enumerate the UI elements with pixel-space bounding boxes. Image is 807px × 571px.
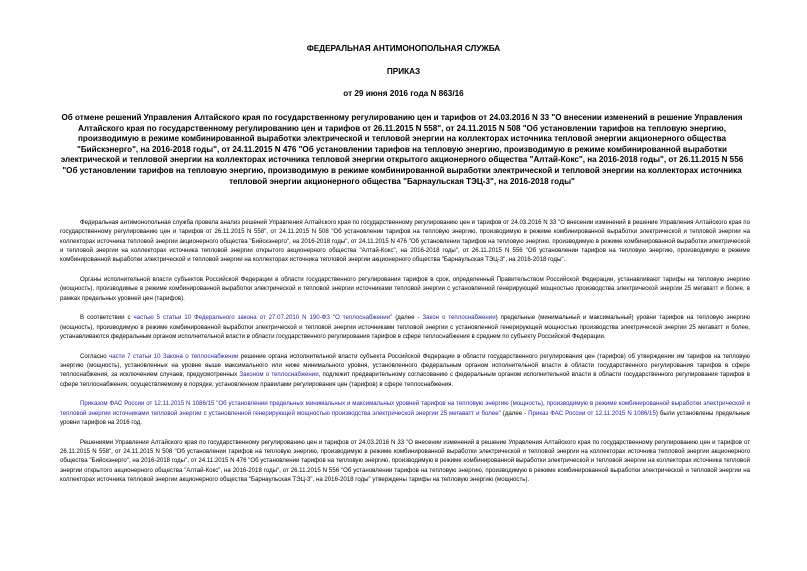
paragraph-text: (далее - bbox=[500, 409, 529, 417]
document-body bbox=[60, 218, 750, 495]
paragraph-text: решение органа исполнительной власти субъекта Российской Федерации в области государственного регулирования цен (тарифов) об утверждении им тарифов на тепловую энергию (мощность), установленных на уровне выше максимального или ниже минимального уровня, установленного федеральным органом исполнительной власти в области государственного регулирования тарифов в сфере теплоснабжения, за исключением случаев, предусмотренных bbox=[60, 352, 750, 379]
link-fas-order-short[interactable]: Приказ ФАС России от 12.11.2015 N 1086/15 bbox=[528, 409, 656, 417]
paragraph-federal-law bbox=[60, 313, 750, 341]
paragraph-analysis: Федеральная антимонопольная служба провела анализ решений Управления Алтайского края по государственному регулированию цен и тарифов от 24.03.2016 N 33 "О внесении изменений в решение Управления Алтайского края по государственному регулированию цен и тарифов от 26.11.2015 N 558", от 24.11.2015 N 508 "Об установлении тарифов на тепловую энергию, производимую в режиме комбинированной выработки электрической и тепловой энергии на коллекторах источника тепловой энергии акционерного общества "Бийскэнерго", на 2016-2018 годы", от 24.11.2015 N 476 "Об установлении тарифов на тепловую энергию, производимую в режиме комбинированной выработки электрической и тепловой энергии на коллекторах источника тепловой энергии открытого акционерного общества "Алтай-Кокс", на 2016-2018 годы", от 26.11.2015 N 556 "Об установлении тарифов на тепловую энергию, производимую в режиме комбинированной выработки электрической и тепловой энергии на коллекторах источника тепловой энергии акционерного общества "Барнаульская ТЭЦ-3", на 2016-2018 годы". bbox=[60, 219, 750, 264]
paragraph-text: ) были установлены предельные уровни тарифов на 2016 год. bbox=[60, 409, 750, 427]
paragraph-authorities: Органы исполнительной власти субъектов Российской Федерации в области государственного регулирования тарифов в срок, определенный Правительством Российской Федерации, устанавливают тарифы на тепловую энергию (мощность), производимые в режиме комбинированной выработки электрической и тепловой энергии источниками тепловой энергии с установленной генерирующей мощностью производства электрической энергии 25 мегаватт и более, в рамках предельных уровней цен (тарифов). bbox=[60, 275, 750, 302]
link-federal-law-190fz[interactable]: частью 5 статьи 10 Федерального закона от 27.07.2010 N 190-ФЗ "О теплоснабжении" bbox=[133, 314, 393, 322]
organization-heading: ФЕДЕРАЛЬНАЯ АНТИМОНОПОЛЬНАЯ СЛУЖБА bbox=[306, 44, 501, 53]
document-title: Об отмене решений Управления Алтайского края по государственному регулированию цен и тарифов от 24.03.2016 N 33 "О внесении изменений в решение Управления Алтайского края по государственному регулированию цен и тарифов от 26.11.2015 N 558", от 24.11.2015 N 508 "Об установлении тарифов на тепловую энергию, производимую в режиме комбинированной выработки электрической и тепловой энергии на коллекторах источника тепловой энергии акционерного общества "Бийскэнерго", на 2016-2018 годы", от 24.11.2015 N 476 "Об установлении тарифов на тепловую энергию, производимую в режиме комбинированной выработки электрической и тепловой энергии на коллекторах источника тепловой энергии открытого акционерного общества "Алтай-Кокс", на 2016-2018 годы", от 26.11.2015 N 556 "Об установлении тарифов на тепловую энергию, производимую в режиме комбинированной выработки электрической и тепловой энергии на коллекторах источника тепловой энергии акционерного общества "Барнаульская ТЭЦ-3", на 2016-2018 годы" bbox=[60, 113, 744, 186]
link-fas-order-1086-15[interactable]: Приказом ФАС России от 12.11.2015 N 1086/15 "Об установлении предельных минимальных и максимальных уровней тарифов на тепловую энергию (мощность), производимую в режиме комбинированной выработки электрической и тепловой энергии источниками тепловой энергии с установленной генерирующей мощностью производства электрической энергии 25 мегаватт и более" bbox=[60, 400, 750, 417]
document-type-heading: ПРИКАЗ bbox=[386, 67, 421, 76]
paragraph-text: Согласно bbox=[80, 352, 110, 360]
paragraph-approval-procedure bbox=[60, 352, 750, 389]
paragraph-text: (далее - bbox=[392, 314, 423, 322]
link-heat-supply-law-2[interactable]: Законом о теплоснабжении bbox=[239, 371, 319, 379]
paragraph-decisions: Решениями Управления Алтайского края по государственному регулированию цен и тарифов от 24.03.2016 N 33 "О внесении изменений в решение Управления Алтайского края по государственному регулированию цен и тарифов от 26.11.2015 N 558", от 24.11.2015 N 508 "Об установлении тарифов на тепловую энергию, производимую в режиме комбинированной выработки электрической и тепловой энергии на коллекторах источника тепловой энергии акционерного общества "Бийскэнерго", на 2016-2018 годы", от 24.11.2015 N 476 "Об установлении тарифов на тепловую энергию, производимую в режиме комбинированной выработки электрической и тепловой энергии на коллекторах источника тепловой энергии открытого акционерного общества "Алтай-Кокс", на 2016-2018 годы", от 26.11.2015 N 556 "Об установлении тарифов на тепловую энергию, производимую в режиме комбинированной выработки электрической и тепловой энергии на коллекторах источника тепловой энергии акционерного общества "Барнаульская ТЭЦ-3", на 2016-2018 годы" утверждены тарифы на тепловую энергию (мощность). bbox=[60, 438, 750, 484]
paragraph-text: В соответствии с bbox=[80, 314, 134, 322]
link-heat-supply-law[interactable]: Закон о теплоснабжении bbox=[422, 314, 496, 322]
paragraph-text: , подлежит предварительному согласованию с федеральным органом исполнительной власти в области государственного регулирования тарифов в сфере теплоснабжения, осуществляемому в порядке, установленном правилами регулирования цен (тарифов) в сфере теплоснабжения. bbox=[60, 371, 750, 388]
paragraph-text: ) предельные (минимальный и максимальный) уровни тарифов на тепловую энергию (мощность), производимую в режиме комбинированной выработки электрической и тепловой энергии источниками тепловой энергии с установленной генерирующей мощностью производства электрической энергии 25 мегаватт и более, устанавливаются федеральным органом исполнительной власти в области государственного регулирования тарифов в сфере теплоснабжения в среднем по субъекту Российской Федерации. bbox=[60, 314, 750, 340]
paragraph-fas-order bbox=[60, 399, 750, 427]
link-article-10-part-7[interactable]: части 7 статьи 10 Закона о теплоснабжении bbox=[109, 352, 239, 360]
document-date-number: от 29 июня 2016 года N 863/16 bbox=[343, 89, 464, 98]
